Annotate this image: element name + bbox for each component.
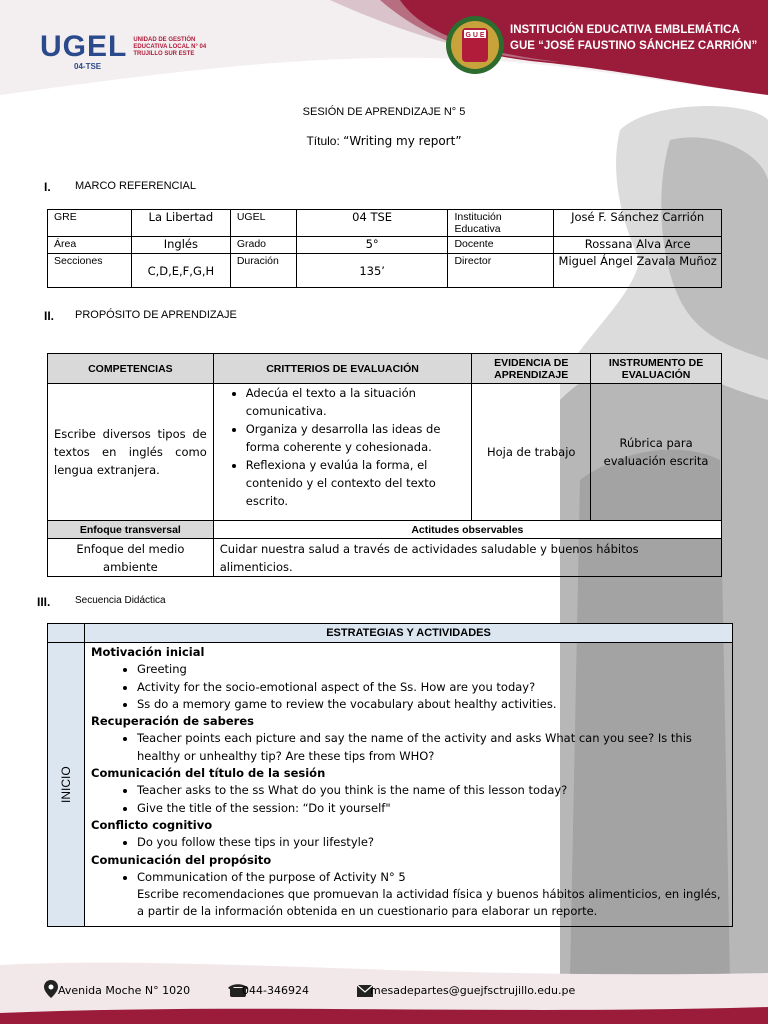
list-item: • Reflexiona y evalúa la forma, el contenido y el contexto del texto escrito. bbox=[246, 456, 470, 510]
instrumento-cell: Rúbrica para evaluación escrita bbox=[591, 384, 722, 521]
title-value: “Writing my report” bbox=[343, 134, 462, 148]
block-title-conflicto: Conflicto cognitivo bbox=[91, 817, 213, 832]
footer-email[interactable]: mesadepartes@guejfsctrujillo.edu.pe bbox=[370, 984, 576, 997]
proposito-table bbox=[47, 353, 722, 577]
document-title bbox=[0, 134, 768, 148]
section-2-number: II. bbox=[44, 309, 55, 323]
section-3-title: Secuencia Didáctica bbox=[75, 595, 166, 606]
table-row bbox=[48, 643, 733, 927]
crest-text: G U E bbox=[465, 32, 485, 39]
list-item: • Do you follow these tips in your lifestyle? bbox=[137, 834, 726, 851]
list-item: • Communication of the purpose of Activity N° 5 bbox=[137, 869, 726, 886]
value-ugel: 04 TSE bbox=[296, 210, 448, 237]
label-ugel: UGEL bbox=[230, 210, 296, 237]
list-item: • Ss do a memory game to review the vocabulary about healthy activities. bbox=[137, 696, 726, 713]
ugel-sub-line-3: TRUJILLO SUR ESTE bbox=[133, 50, 195, 57]
header-instrumento: INSTRUMENTO DE EVALUACIÓN bbox=[591, 354, 722, 384]
competencia-cell: Escribe diversos tipos de textos en inglés como lengua extranjera. bbox=[48, 384, 214, 521]
block-title-proposito: Comunicación del propósito bbox=[91, 852, 272, 867]
label-grado: Grado bbox=[230, 237, 296, 254]
value-institucion: José F. Sánchez Carrión bbox=[554, 210, 722, 237]
conflicto-list bbox=[91, 834, 726, 851]
header-enfoque: Enfoque transversal bbox=[48, 521, 214, 539]
ugel-logo-text: UGEL bbox=[40, 30, 128, 63]
actitudes-cell: Cuidar nuestra salud a través de actividades saludable y buenos hábitos alimenticios. bbox=[213, 539, 721, 577]
header-actitudes: Actitudes observables bbox=[213, 521, 721, 539]
value-duracion: 135’ bbox=[296, 254, 448, 288]
criterios-list bbox=[216, 384, 470, 510]
block-title-comunicacion-titulo: Comunicación del título de la sesión bbox=[91, 766, 326, 781]
table-header-row bbox=[48, 624, 733, 643]
proposito-list bbox=[91, 869, 726, 886]
table-header-row bbox=[48, 354, 722, 384]
ugel-sub-line-1: UNIDAD DE GESTIÓN bbox=[133, 36, 196, 43]
phase-label: INICIO bbox=[59, 765, 73, 803]
label-area: Área bbox=[48, 237, 132, 254]
session-title: SESIÓN DE APRENDIZAJE N° 5 bbox=[302, 106, 466, 118]
institution-title bbox=[510, 22, 760, 54]
title-label: Título: bbox=[306, 134, 340, 148]
section-2-title: PROPÓSITO DE APRENDIZAJE bbox=[75, 309, 237, 321]
list-item: • Activity for the socio-emotional aspect of the Ss. How are you today? bbox=[137, 679, 726, 696]
table-row bbox=[48, 210, 722, 237]
label-institucion: Institución Educativa bbox=[448, 210, 554, 237]
school-crest-icon bbox=[444, 14, 506, 76]
value-secciones: C,D,E,F,G,H bbox=[131, 254, 230, 288]
label-director: Director bbox=[448, 254, 554, 288]
list-item: • Teacher asks to the ss What do you think is the name of this lesson today? bbox=[137, 782, 726, 799]
list-item: • Give the title of the session: “Do it yourself" bbox=[137, 800, 726, 817]
comunicacion-titulo-list bbox=[91, 782, 726, 817]
ugel-sub-line-2: EDUCATIVA LOCAL N° 04 bbox=[133, 43, 207, 50]
table-row bbox=[48, 384, 722, 521]
label-duracion: Duración bbox=[230, 254, 296, 288]
header-criterios: CRITTERIOS DE EVALUACIÓN bbox=[213, 354, 472, 384]
value-docente: Rossana Alva Arce bbox=[554, 237, 722, 254]
block-title-recuperacion: Recuperación de saberes bbox=[91, 714, 254, 729]
section-1-heading bbox=[44, 180, 197, 194]
label-secciones: Secciones bbox=[48, 254, 132, 288]
ugel-logo bbox=[40, 30, 206, 71]
value-gre: La Libertad bbox=[131, 210, 230, 237]
label-gre: GRE bbox=[48, 210, 132, 237]
list-item: • Adecúa el texto a la situación comunicativa. bbox=[246, 384, 470, 420]
section-3-heading bbox=[37, 595, 166, 609]
label-docente: Docente bbox=[448, 237, 554, 254]
evidencia-cell: Hoja de trabajo bbox=[472, 384, 591, 521]
recuperacion-list bbox=[91, 730, 726, 765]
value-grado: 5° bbox=[296, 237, 448, 254]
section-1-number: I. bbox=[44, 180, 51, 194]
header-blank bbox=[48, 624, 85, 643]
activities-cell bbox=[85, 643, 733, 927]
section-1-title: MARCO REFERENCIAL bbox=[75, 180, 197, 192]
footer-address: Avenida Moche N° 1020 bbox=[58, 984, 191, 997]
footer-phone: 044-346924 bbox=[242, 984, 309, 997]
block-title-motivacion: Motivación inicial bbox=[91, 645, 205, 659]
institution-line-2: GUE “JOSÉ FAUSTINO SÁNCHEZ CARRIÓN” bbox=[510, 40, 758, 52]
list-item: • Greeting bbox=[137, 661, 726, 678]
table-row bbox=[48, 237, 722, 254]
ugel-code: 04-TSE bbox=[74, 62, 102, 71]
table-row bbox=[48, 254, 722, 288]
table-row bbox=[48, 539, 722, 577]
value-director: Miguel Ángel Zavala Muñoz bbox=[554, 254, 722, 288]
marco-referencial-table bbox=[47, 209, 722, 288]
list-item: • Organiza y desarrolla las ideas de forma coherente y cohesionada. bbox=[246, 420, 470, 456]
proposito-description: Escribe recomendaciones que promuevan la actividad física y buenos hábitos alimenticios, en inglés, a partir de la información obtenida en un cuestionario para elaborar un reporte. bbox=[137, 887, 721, 919]
enfoque-cell: Enfoque del medio ambiente bbox=[48, 539, 214, 577]
institution-line-1: INSTITUCIÓN EDUCATIVA EMBLEMÁTICA bbox=[510, 24, 740, 36]
header-evidencia: EVIDENCIA DE APRENDIZAJE bbox=[472, 354, 591, 384]
section-3-number: III. bbox=[37, 595, 51, 609]
section-2-heading bbox=[44, 309, 237, 323]
list-item: • Teacher points each picture and say the name of the activity and asks What can you see? Is this healthy or unhealthy tip? Are these tips from WHO? bbox=[137, 730, 726, 765]
value-area: Inglés bbox=[131, 237, 230, 254]
criterios-cell bbox=[213, 384, 472, 521]
location-icon bbox=[44, 980, 58, 1003]
table-header-row bbox=[48, 521, 722, 539]
secuencia-table bbox=[47, 623, 733, 927]
phase-cell bbox=[48, 643, 85, 927]
header-competencias: COMPETENCIAS bbox=[48, 354, 214, 384]
header-estrategias: ESTRATEGIAS Y ACTIVIDADES bbox=[85, 624, 733, 643]
motivacion-list bbox=[91, 661, 726, 713]
